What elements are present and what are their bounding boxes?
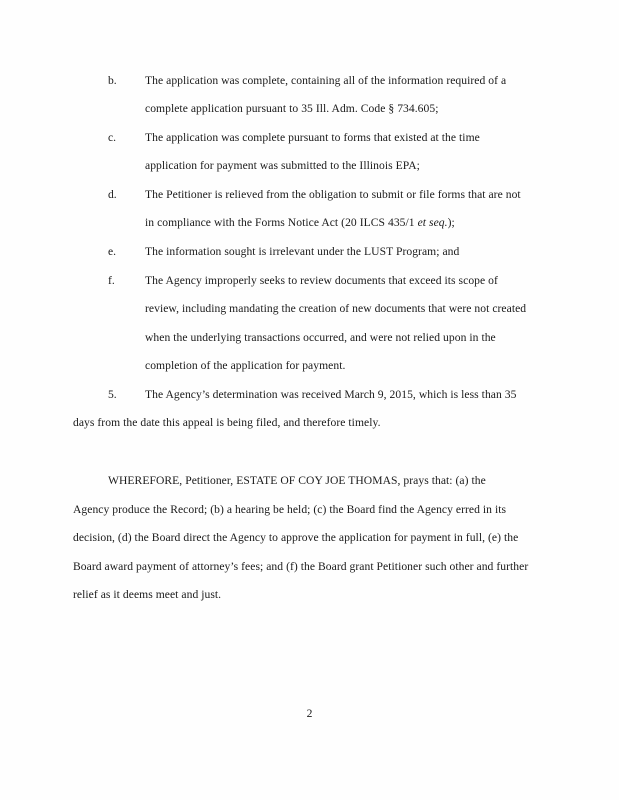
- paragraph-5-line-1: The Agency’s determination was received March 9, 2015, which is less than 35: [145, 388, 517, 401]
- wherefore-line-4: Board award payment of attorney’s fees; and (f) the Board grant Petitioner such other and further: [73, 560, 529, 573]
- list-marker-e: e.: [108, 245, 117, 258]
- wherefore-line-1: WHEREFORE, Petitioner, ESTATE OF COY JOE THOMAS, prays that: (a) the: [108, 474, 486, 487]
- item-f-line-4: completion of the application for payment.: [145, 359, 346, 372]
- item-c-line-2: application for payment was submitted to the Illinois EPA;: [145, 159, 420, 172]
- list-marker-c: c.: [108, 131, 117, 144]
- list-marker-b: b.: [108, 74, 117, 87]
- item-d-line-2-end: );: [447, 216, 455, 229]
- wherefore-line-5: relief as it deems meet and just.: [73, 588, 222, 601]
- item-b-line-1: The application was complete, containing all of the information required of a: [145, 74, 507, 87]
- list-marker-d: d.: [108, 188, 117, 201]
- wherefore-line-2: Agency produce the Record; (b) a hearing be held; (c) the Board find the Agency erred in its: [73, 503, 507, 516]
- item-f-line-2: review, including mandating the creation of new documents that were not created: [145, 302, 527, 315]
- item-d-line-2-text: in compliance with the Forms Notice Act (20 ILCS 435/1: [145, 216, 418, 229]
- item-d-line-1: The Petitioner is relieved from the obligation to submit or file forms that are not: [145, 188, 521, 201]
- paragraph-number-5: 5.: [108, 388, 117, 401]
- paragraph-5-line-2: days from the date this appeal is being filed, and therefore timely.: [73, 416, 381, 429]
- item-b-line-2: complete application pursuant to 35 Ill. Adm. Code § 734.605;: [145, 102, 439, 115]
- item-f-line-3: when the underlying transactions occurred, and were not relied upon in the: [145, 331, 496, 344]
- item-c-line-1: The application was complete pursuant to forms that existed at the time: [145, 131, 480, 144]
- page-number: 2: [306, 707, 313, 720]
- list-marker-f: f.: [108, 274, 115, 287]
- item-d-line-2: [145, 216, 455, 230]
- wherefore-line-3: decision, (d) the Board direct the Agency to approve the application for payment in full, (e) the: [73, 531, 519, 544]
- item-f-line-1: The Agency improperly seeks to review documents that exceed its scope of: [145, 274, 498, 287]
- item-e-line-1: The information sought is irrelevant under the LUST Program; and: [145, 245, 460, 258]
- item-d-italic-citation: et seq.: [417, 216, 448, 229]
